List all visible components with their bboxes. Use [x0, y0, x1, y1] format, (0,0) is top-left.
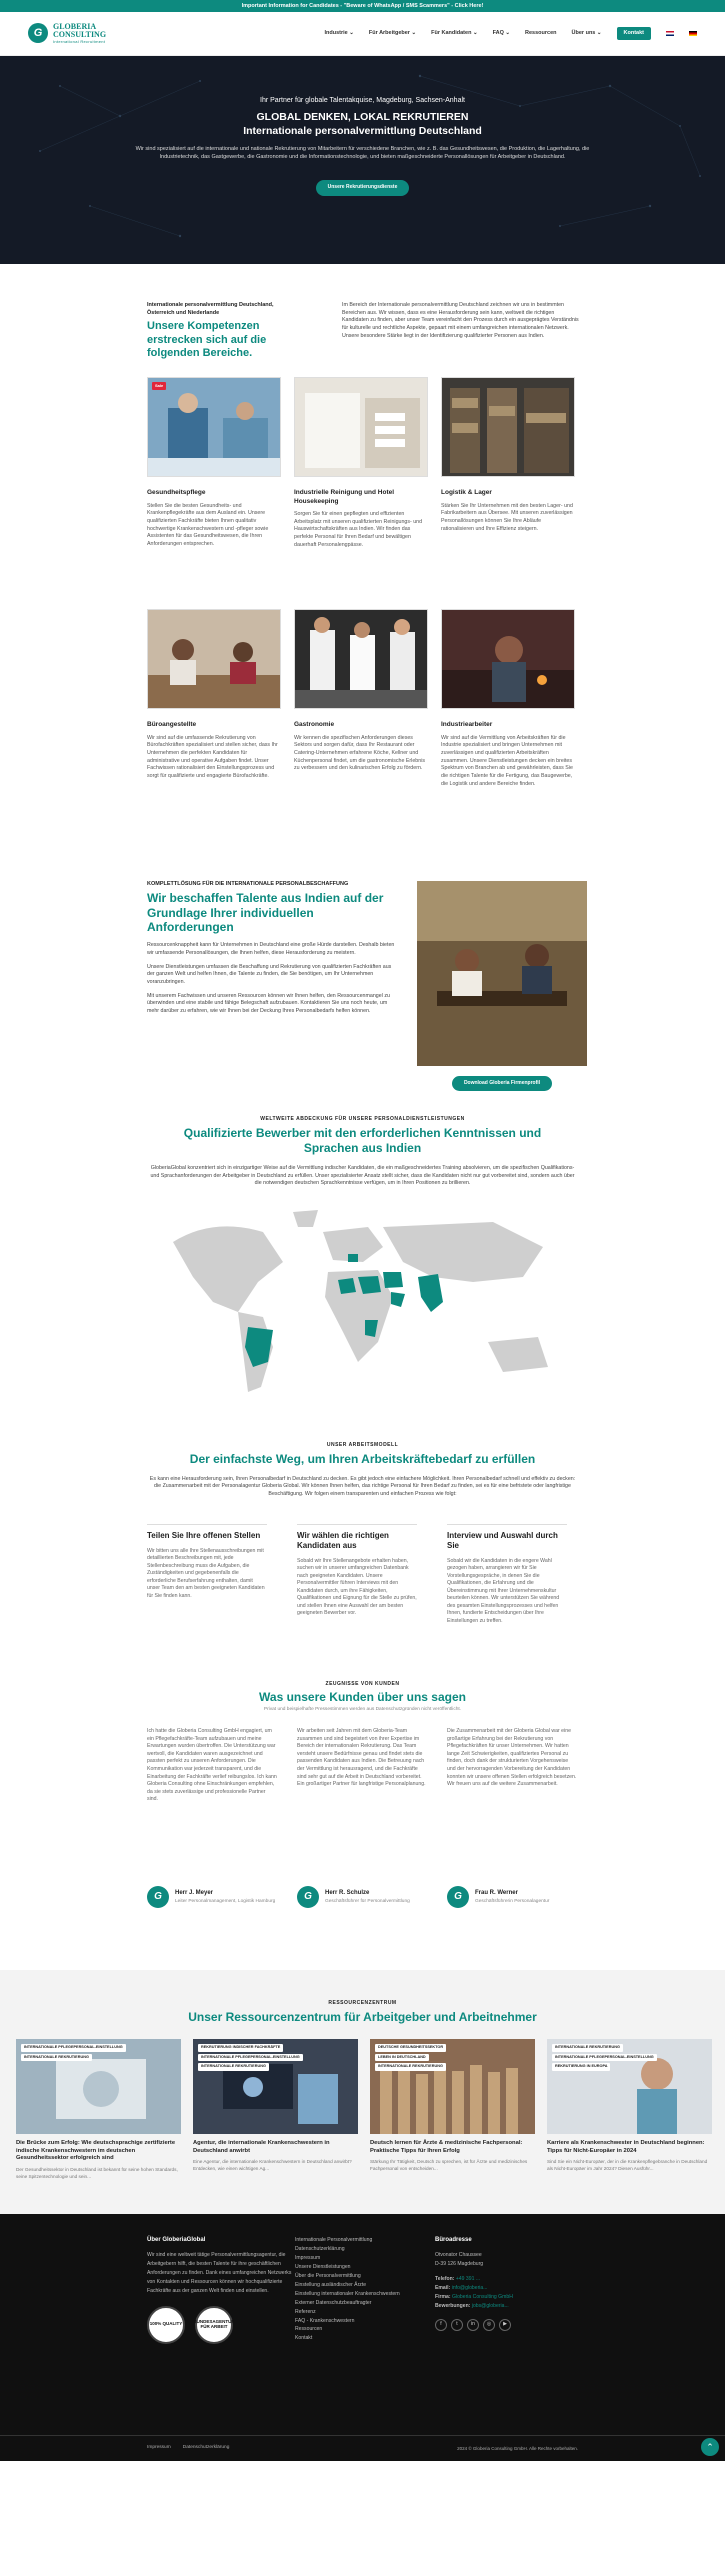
- avatar: G: [297, 1886, 319, 1908]
- footer-contact: Telefon: +49 391 ... Email: info@globeria... Firma: Globeria Consulting GmbH Bewerbungen: jobs@globeria...: [435, 2275, 513, 2309]
- cleaning-image: [294, 377, 428, 477]
- industry-card-text: Sorgen Sie für einen gepflegten und effizienten Arbeitsplatz mit unseren qualifizierten Reinigungs- und Hauswirtschaftskräften aus Indien. Wir finden das perfekte Personal für Ihren Bedarf und bewältigen dauerhaft Personalengpässe.: [294, 511, 423, 548]
- footer-link[interactable]: Unsere Dienstleistungen: [295, 2264, 351, 2271]
- resource-tag[interactable]: INTERNATIONALE REKRUTIERUNG: [375, 2063, 446, 2071]
- hero-section: [0, 56, 725, 264]
- footer-bottom: [0, 2435, 725, 2461]
- flag-de-icon[interactable]: [689, 31, 697, 36]
- testimonial-name: Frau R. Werner: [475, 1889, 518, 1896]
- competence-text: Im Bereich der Internationale personalvermittlung Deutschland zeichnen wir uns in bestimmten Bereichen aus. Wir wissen, dass es eine Herausforderung sein kann, weltweit die richtigen Kandidaten zu finden, aber unser Team vereinfacht den Prozess durch ein ausgeprägtes Verständnis für kulturelle und rechtliche Aspekte, gepaart mit einem umfangreichen internationalen Netzwerk. Unsere besondere Stärke liegt in der Identifizierung qualifizierter Personen aus Indien.: [342, 302, 579, 339]
- agency-badge-icon: BUNDESAGENTUR FÜR ARBEIT: [195, 2306, 233, 2344]
- resource-tag[interactable]: DEUTSCHE GESUNDHEITSSEKTOR: [375, 2044, 446, 2052]
- footer-link[interactable]: Ressourcen: [295, 2326, 323, 2333]
- logo[interactable]: [28, 23, 138, 45]
- resource-tag[interactable]: INTERNATIONALE PFLEGEPERSONAL-EINSTELLUNG: [21, 2044, 126, 2052]
- industry-card-text: Wir sind auf die Vermittlung von Arbeitskräften für die Industrie spezialisiert und bringen Unternehmen mit zuverlässigen und qualifizierten Arbeitskräften zusammen. Unsere Dienstleistungen decken ein breites Spektrum von Branchen ab und gewährleisten, dass Sie die richtigen Talente für die Fertigung, das Baugewerbe, die Logistik und andere Bereiche finden.: [441, 734, 573, 787]
- company-link[interactable]: Globeria Consulting GmbH: [452, 2293, 513, 2300]
- footer-link[interactable]: Impressum: [295, 2255, 321, 2262]
- resource-title[interactable]: Deutsch lernen für Ärzte & medizinische Fachpersonal: Praktische Tipps für Ihren Erfolg: [370, 2140, 523, 2154]
- nav-ressourcen[interactable]: Ressourcen: [525, 29, 557, 36]
- footer-link[interactable]: Externer Datenschutzbeauftragter: [295, 2299, 372, 2306]
- industry-card-text: Stellen Sie die besten Gesundheits- und Krankenpflegekräfte aus dem Ausland ein. Unsere qualifizierten Fachkräfte bieten Ihnen qualitativ hochwertige Krankenschwestern und -pfleger sowie Assistenten für das Gesundheitswesen, die Ihren Anforderungen entsprechen.: [147, 502, 269, 547]
- phone-link[interactable]: +49 391 ...: [455, 2275, 481, 2282]
- flag-en-icon[interactable]: [666, 31, 674, 36]
- gastronomy-image: [294, 609, 428, 709]
- world-map: [153, 1202, 573, 1412]
- process-step: [147, 1524, 267, 1626]
- testimonial-role: Leiter Personalmanagement, Logistik Hamburg: [175, 1899, 276, 1905]
- instagram-icon[interactable]: ◎: [483, 2319, 495, 2331]
- office-image: [147, 609, 281, 709]
- linkedin-icon[interactable]: in: [467, 2319, 479, 2331]
- competence-title: Unsere Kompetenzen erstrecken sich auf die folgenden Bereiche.: [147, 319, 267, 360]
- resource-center-section: [0, 1970, 725, 2214]
- step-text: Wir bitten uns alle Ihre Stellenausschreibungen mit detaillierten Beschreibungen mit, jede Stellenbeschreibung muss die Aufgaben, die Zuständigkeiten und gegebenenfalls die erforderliche Berufserfahrung enthalten, damit unser Team den am besten geeigneten Kandidaten für Sie finden kann.: [147, 1547, 265, 1599]
- recruit-paragraph: Mit unserem Fachwissen und unseren Ressourcen können wir Ihnen helfen, den Ressourcenmangel zu überwinden und eine stabile und fähige Belegschaft aufzubauen. Kontaktieren Sie uns noch heute, um mehr darüber zu erfahren, wie wir Ihnen bei der Deckung Ihres Personalbedarfs helfen können.: [147, 992, 390, 1015]
- footer-link[interactable]: Referenz: [295, 2308, 316, 2315]
- coverage-eyebrow: WELTWEITE ABDECKUNG FÜR UNSERE PERSONALDIENSTLEISTUNGEN: [260, 1116, 465, 1123]
- scroll-to-top-icon[interactable]: ⌃: [701, 2438, 719, 2456]
- nav-ueber-uns[interactable]: Über uns ⌄: [571, 29, 602, 36]
- resource-image: [547, 2039, 712, 2134]
- social-links: [435, 2319, 575, 2331]
- resource-list: [16, 2039, 725, 2180]
- healthcare-image: [147, 377, 281, 477]
- testimonial: [297, 1728, 427, 1908]
- resource-tag[interactable]: INTERNATIONALE PFLEGEPERSONAL-EINSTELLUNG: [552, 2054, 657, 2062]
- industry-card[interactable]: [441, 377, 575, 609]
- recruit-paragraph: Ressourcenknappheit kann für Unternehmen in Deutschland eine große Hürde darstellen. Deshalb bieten wir umfassende Personallösungen, die Ihnen helfen, diese Herausforderung zu meistern.: [147, 942, 395, 956]
- footer-link[interactable]: Einstellung ausländischer Ärzte: [295, 2281, 367, 2288]
- sale-badge: Sale: [152, 382, 166, 390]
- copyright: 2024 © Globeria Consulting GmbH. Alle Rechte vorbehalten.: [457, 2445, 578, 2451]
- impressum-link[interactable]: Impressum: [147, 2445, 171, 2451]
- hero-subtitle: Ihr Partner für globale Talentakquise, Magdeburg, Sachsen-Anhalt: [260, 97, 465, 104]
- office-meeting-image: [417, 881, 587, 1066]
- testimonials-section: [0, 1626, 725, 1909]
- step-text: Sobald wir die Kandidaten in die engere Wahl gezogen haben, arrangieren wir für Sie Vorstellungsgespräche, in denen Sie die Qualifikationen, die Erfahrung und die Übereinstimmung mit Ihrer Unternehmenskultur beurteilen können. Wir unterstützen Sie während des gesamten Einstellungsprozesses und helfen Ihnen, fundierte Entscheidungen über Ihre Einstellungen zu treffen.: [447, 1557, 560, 1624]
- testimonial-role: Geschäftsführerin Personalagentur: [475, 1899, 550, 1905]
- logo-line-2: CONSULTING: [53, 29, 107, 39]
- resource-image: [370, 2039, 535, 2134]
- recruitment-services-button[interactable]: Unsere Rekrutierungsdienste: [316, 180, 410, 195]
- resource-card[interactable]: [370, 2039, 535, 2180]
- testimonials-subtitle: Privat und beispielhafte Pressestimmen werden aus Datenschutzgründen nicht veröffentlicht.: [263, 1707, 462, 1713]
- resource-excerpt: Sind Sie ein Nicht-Europäer, der in die Krankenpflegebranche in Deutschland als Nicht-Europäer im Jahr 2024? Diesen Ausführ...: [547, 2159, 708, 2172]
- industry-card-title: Gesundheitspflege: [147, 489, 206, 497]
- testimonial-name: Herr J. Meyer: [175, 1889, 214, 1896]
- process-steps: [147, 1524, 725, 1626]
- industry-card-title: Logistik & Lager: [441, 489, 492, 497]
- industry-card[interactable]: [147, 609, 281, 841]
- step-title: Wir wählen die richtigen Kandidaten aus: [297, 1524, 417, 1551]
- avatar: G: [147, 1886, 169, 1908]
- resources-eyebrow: RESSOURCENZENTRUM: [328, 2000, 397, 2007]
- footer-links: [295, 2236, 435, 2343]
- resource-tag[interactable]: REKRUTIERUNG IN EUROPA: [552, 2063, 610, 2071]
- email-link[interactable]: info@globeria...: [451, 2284, 488, 2291]
- work-model-section: [0, 1412, 725, 1626]
- logo-mark-icon: G: [28, 23, 48, 43]
- industry-card-title: Industrielle Reinigung und Hotel Housekeeping: [294, 489, 395, 505]
- recruit-eyebrow: KOMPLETTLÖSUNG FÜR DIE INTERNATIONALE PERSONALBESCHAFFUNG: [147, 881, 349, 888]
- testimonial-quote: Wir arbeiten seit Jahren mit dem Globeria-Team zusammen und sind begeistert von ihrer Expertise im Bereich der internationalen Rekrutierung. Das Team versteht unsere Bedürfnisse genau und findet stets die passenden Kandidaten aus Indien. Die Betreuung nach der Vermittlung ist herausragend, und die Fachkräfte sind sehr gut auf die Arbeit in Deutschland vorbereitet. Ein großartiger Partner für langfristige Personalplanung.: [297, 1728, 426, 1788]
- resource-title[interactable]: Karriere als Krankenschwester in Deutschland beginnen: Tipps für Nicht-Europäer in 2024: [547, 2140, 705, 2154]
- testimonial-name: Herr R. Schulze: [325, 1889, 370, 1896]
- site-header: [0, 12, 725, 56]
- testimonials-title: Was unsere Kunden über uns sagen: [259, 1689, 466, 1704]
- nav-industrie[interactable]: Industrie ⌄: [324, 29, 354, 36]
- nav-arbeitgeber[interactable]: Für Arbeitgeber ⌄: [368, 29, 417, 36]
- footer-address-title: Büroadresse: [435, 2237, 472, 2244]
- resource-title[interactable]: Die Brücke zum Erfolg: Wie deutschsprachige zertifizierte indische Krankenschwestern im deutschen Gesundheitssektor erfolgreich sind: [16, 2140, 176, 2162]
- quality-badge-icon: 100% QUALITY: [147, 2306, 185, 2344]
- resource-title[interactable]: Agentur, die internationale Krankenschwestern in Deutschland anwirbt: [193, 2140, 330, 2154]
- hero-title: GLOBAL DENKEN, LOKAL REKRUTIEREN Internationale personalvermittlung Deutschland: [243, 111, 482, 137]
- applications-link[interactable]: jobs@globeria...: [471, 2302, 509, 2309]
- logo-tagline: International Recruitment: [53, 38, 106, 44]
- resources-title: Unser Ressourcenzentrum für Arbeitgeber und Arbeitnehmer: [188, 2009, 537, 2024]
- nav-faq[interactable]: FAQ ⌄: [492, 29, 511, 36]
- step-text: Sobald wir Ihre Stellenangebote erhalten haben, suchen wir in unserer umfangreichen Datenbank nach geeigneten Kandidaten. Unsere Personalvermittler führen Interviews mit den Kandidaten durch, um ihre Fähigkeiten, Qualifikationen und Eignung für die Stelle zu prüfen, und stellen Ihnen eine Auswahl der am besten geeigneten Bewerber vor.: [297, 1557, 417, 1617]
- industry-grid: [147, 377, 725, 841]
- coverage-title: Qualifizierte Bewerber mit den erforderlichen Kenntnissen und Sprachen aus Indien: [183, 1125, 542, 1156]
- resource-card[interactable]: [16, 2039, 181, 2180]
- resource-card[interactable]: [193, 2039, 358, 2180]
- resource-excerpt: Stärkung Ihr Tätigkeit, Deutsch zu sprechen, ist für Ärzte und medizinisches Fachpersonal von entscheiden...: [370, 2159, 528, 2172]
- model-eyebrow: UNSER ARBEITSMODELL: [326, 1441, 399, 1448]
- contact-button[interactable]: Kontakt: [617, 27, 651, 41]
- footer-link[interactable]: Datenschutzerklärung: [295, 2246, 345, 2253]
- privacy-link[interactable]: Datenschutzerklärung: [182, 2445, 230, 2451]
- resource-excerpt: Eine Agentur, die internationale Krankenschwestern in Deutschland anwirbt? Entdecken, wie einen wichtigen Ag...: [193, 2159, 352, 2172]
- recruit-section: [0, 841, 725, 1091]
- testimonials-eyebrow: ZEUGNISSE VON KUNDEN: [325, 1680, 400, 1687]
- twitter-icon[interactable]: t: [451, 2319, 463, 2331]
- testimonial-role: Geschäftsführer für Personalvermittlung: [325, 1899, 410, 1905]
- resource-tag[interactable]: REKRUTIERUNG INDISCHER FACHKRÄFTE: [198, 2044, 283, 2052]
- resource-image: [193, 2039, 358, 2134]
- footer-about-text: Wir sind eine weltweit tätige Personalvermittlungsagentur, die Arbeitgebern hilft, die besten Talente für ihre geschäftlichen Anforderungen zu finden. Dank eines umfangreichen Netzwerks von Kontakten und Ressourcen können wir hochqualifizierte Fachkräfte aus der ganzen Welt finden und einstellen.: [147, 2252, 292, 2294]
- industry-card[interactable]: [147, 377, 281, 609]
- footer-link[interactable]: FAQ - Krankenschwestern: [295, 2317, 355, 2324]
- testimonial-quote: Ich hatte die Globeria Consulting GmbH engagiert, um ein Pflegefachkräfte-Team aufzubauen und meine Erwartungen wurden übertroffen. Die Unterstützung war wertvoll, die Kandidaten waren ausgezeichnet und passten perfekt zu unseren Anforderungen. Die Kommunikation war jederzeit transparent, und die Einarbeitung der Fachkräfte verlief reibungslos. Ich kann Globeria Consulting ohne Einschränkungen empfehlen, da sie stets zuverlässige und professionelle Partner sind.: [147, 1728, 277, 1803]
- recruit-title: Wir beschaffen Talente aus Indien auf der Grundlage Ihrer individuellen Anforderungen: [147, 891, 384, 934]
- download-profile-button[interactable]: Download Globeria Firmenprofil: [452, 1076, 552, 1091]
- recruit-paragraph: Unsere Dienstleistungen umfassen die Beschaffung und Rekrutierung von qualifizierten Fachkräften aus der ganzen Welt und helfen Ihnen, die Talente zu finden, die Sie benötigen, um Ihr Unternehmen voranzubringen.: [147, 963, 392, 986]
- footer-about-title: Über GloberiaGlobal: [147, 2237, 206, 2244]
- process-step: [297, 1524, 417, 1626]
- coverage-section: [0, 1091, 725, 1411]
- industry-card-text: Stärken Sie Ihr Unternehmen mit den besten Lager- und Fabrikarbeitern aus Übersee. Mit unseren zuverlässigen Personallösungen können Sie Ihre Abläufe rationalisieren und Ihre Effizienz steigern.: [441, 502, 573, 532]
- step-title: Interview und Auswahl durch Sie: [447, 1524, 567, 1551]
- footer-link[interactable]: Kontakt: [295, 2335, 313, 2342]
- logo-line-1: GLOBERIA: [53, 21, 97, 31]
- testimonial-list: [147, 1728, 725, 1908]
- footer-address: Otvonator Chaussee D-39 126 Magdeburg: [435, 2252, 484, 2267]
- footer-link[interactable]: Internationale Personalvermittlung: [295, 2237, 373, 2244]
- testimonial-quote: Die Zusammenarbeit mit der Globeria Global war eine großartige Erfahrung bei der Rekrutierung von Pflegefachkräften für unser Unternehmen. Wir hatten lange Zeit Schwierigkeiten, qualifiziertes Personal zu finden, doch dank der strukturierten Vorgehensweise und der hervorragenden Vorbereitung der Kandidaten konnten wir unsere offenen Stellen erfolgreich besetzen. Wir freuen uns auf die weitere Zusammenarbeit.: [447, 1728, 577, 1788]
- model-text: Es kann eine Herausforderung sein, Ihren Personalbedarf in Deutschland zu decken. Es gibt jedoch eine einfachere Möglichkeit. Ihren Personalbedarf schnell und effektiv zu decken: die Zusammenarbeit mit der Personalagentur Globeria Global. Wir können Ihnen helfen, das richtige Personal für Ihren Bedarf zu finden, sei es für eine befristete oder langfristige Beschäftigung. Wir folgen einem transparenten und einfachen Prozess wie folgt:: [149, 1475, 576, 1498]
- resource-tag[interactable]: LEBEN IN DEUTSCHLAND: [375, 2054, 429, 2062]
- hero-text: Wir sind spezialisiert auf die internationale und nationale Rekrutierung von Mitarbeitern für verschiedene Branchen, wie z. B. das Gesundheitswesen, die Produktion, die Lagerhaltung, die Industrietechnik, das Gastgewerbe, die Gastronomie und die Informationstechnologie, und bieten maßgeschneiderte Personallösungen für Arbeitgeber in Deutschland.: [135, 146, 590, 161]
- resource-excerpt: Der Gesundheitssektor in Deutschland ist bekannt für seine hohen Standards, seine Spitzentechnologie und sein...: [16, 2166, 178, 2179]
- avatar: G: [447, 1886, 469, 1908]
- warehouse-image: [441, 377, 575, 477]
- footer-link[interactable]: Einstellung internationaler Krankenschwestern: [295, 2290, 400, 2297]
- competence-eyebrow: Internationale personalvermittlung Deutschland, Österreich und Niederlande: [147, 302, 274, 316]
- nav-kandidaten[interactable]: Für Kandidaten ⌄: [431, 29, 478, 36]
- industry-card-title: Industriearbeiter: [441, 721, 493, 729]
- industry-card-text: Wir kennen die spezifischen Anforderungen dieses Sektors und sorgen dafür, dass Ihr Restaurant oder Catering-Unternehmen erfahrene Köche, Kellner und Küchenpersonal findet, um die gastronomische Erlebnis zu verbessern und den kulinarischen Erfolg zu fördern.: [294, 734, 426, 772]
- facebook-icon[interactable]: f: [435, 2319, 447, 2331]
- industry-card-title: Büroangestellte: [147, 721, 197, 729]
- youtube-icon[interactable]: ▶: [499, 2319, 511, 2331]
- resource-image: [16, 2039, 181, 2134]
- process-step: [447, 1524, 567, 1626]
- industry-card[interactable]: [294, 609, 428, 841]
- resource-tag[interactable]: INTERNATIONALE REKRUTIERUNG: [21, 2054, 92, 2062]
- industry-card-title: Gastronomie: [294, 721, 335, 729]
- resource-card[interactable]: [547, 2039, 712, 2180]
- industry-card-text: Wir sind auf die umfassende Rekrutierung von Bürofachkräften spezialisiert und stellen sicher, dass Ihr Unternehmen die perfekten Kandidaten für administrative und operative Aufgaben findet. Unser Fachwissen rationalisiert den Einstellungsprozess und sorgt für qualifizierte und engagierte Bürofachkräfte.: [147, 734, 278, 779]
- site-footer: [0, 2214, 725, 2461]
- resource-tag[interactable]: INTERNATIONALE REKRUTIERUNG: [198, 2063, 269, 2071]
- industry-card[interactable]: [441, 609, 575, 841]
- footer-link[interactable]: Über die Personalvermittlung: [295, 2273, 361, 2280]
- competence-section: [0, 264, 725, 841]
- industry-card[interactable]: [294, 377, 428, 609]
- main-nav: [325, 27, 697, 41]
- resource-tag[interactable]: INTERNATIONALE PFLEGEPERSONAL-EINSTELLUNG: [198, 2054, 303, 2062]
- testimonial: [447, 1728, 577, 1908]
- coverage-text: GloberiaGlobal konzentriert sich in einzigartiger Weise auf die Vermittlung indischer Kandidaten, die ein maßgeschneidertes Training absolvieren, um die spezifischen Qualifikations- und Sprachanforderungen der Arbeitgeber in Deutschland zu erfüllen. Unser spezialisierter Ansatz stellt sicher, dass die Kandidaten nicht nur gut vorbereitet sind, sondern auch über die notwendigen deutschen Sprachkenntnisse verfügen, um in Ihren Positionen zu brillieren.: [150, 1164, 575, 1187]
- model-title: Der einfachste Weg, um Ihren Arbeitskräftebedarf zu erfüllen: [189, 1452, 536, 1467]
- industrial-worker-image: [441, 609, 575, 709]
- step-title: Teilen Sie Ihre offenen Stellen: [147, 1524, 267, 1541]
- announcement-bar[interactable]: Important Information for Candidates - "Beware of WhatsApp / SMS Scammers" - Click Here!: [0, 0, 725, 12]
- resource-tag[interactable]: INTERNATIONALE REKRUTIERUNG: [552, 2044, 623, 2052]
- testimonial: [147, 1728, 277, 1908]
